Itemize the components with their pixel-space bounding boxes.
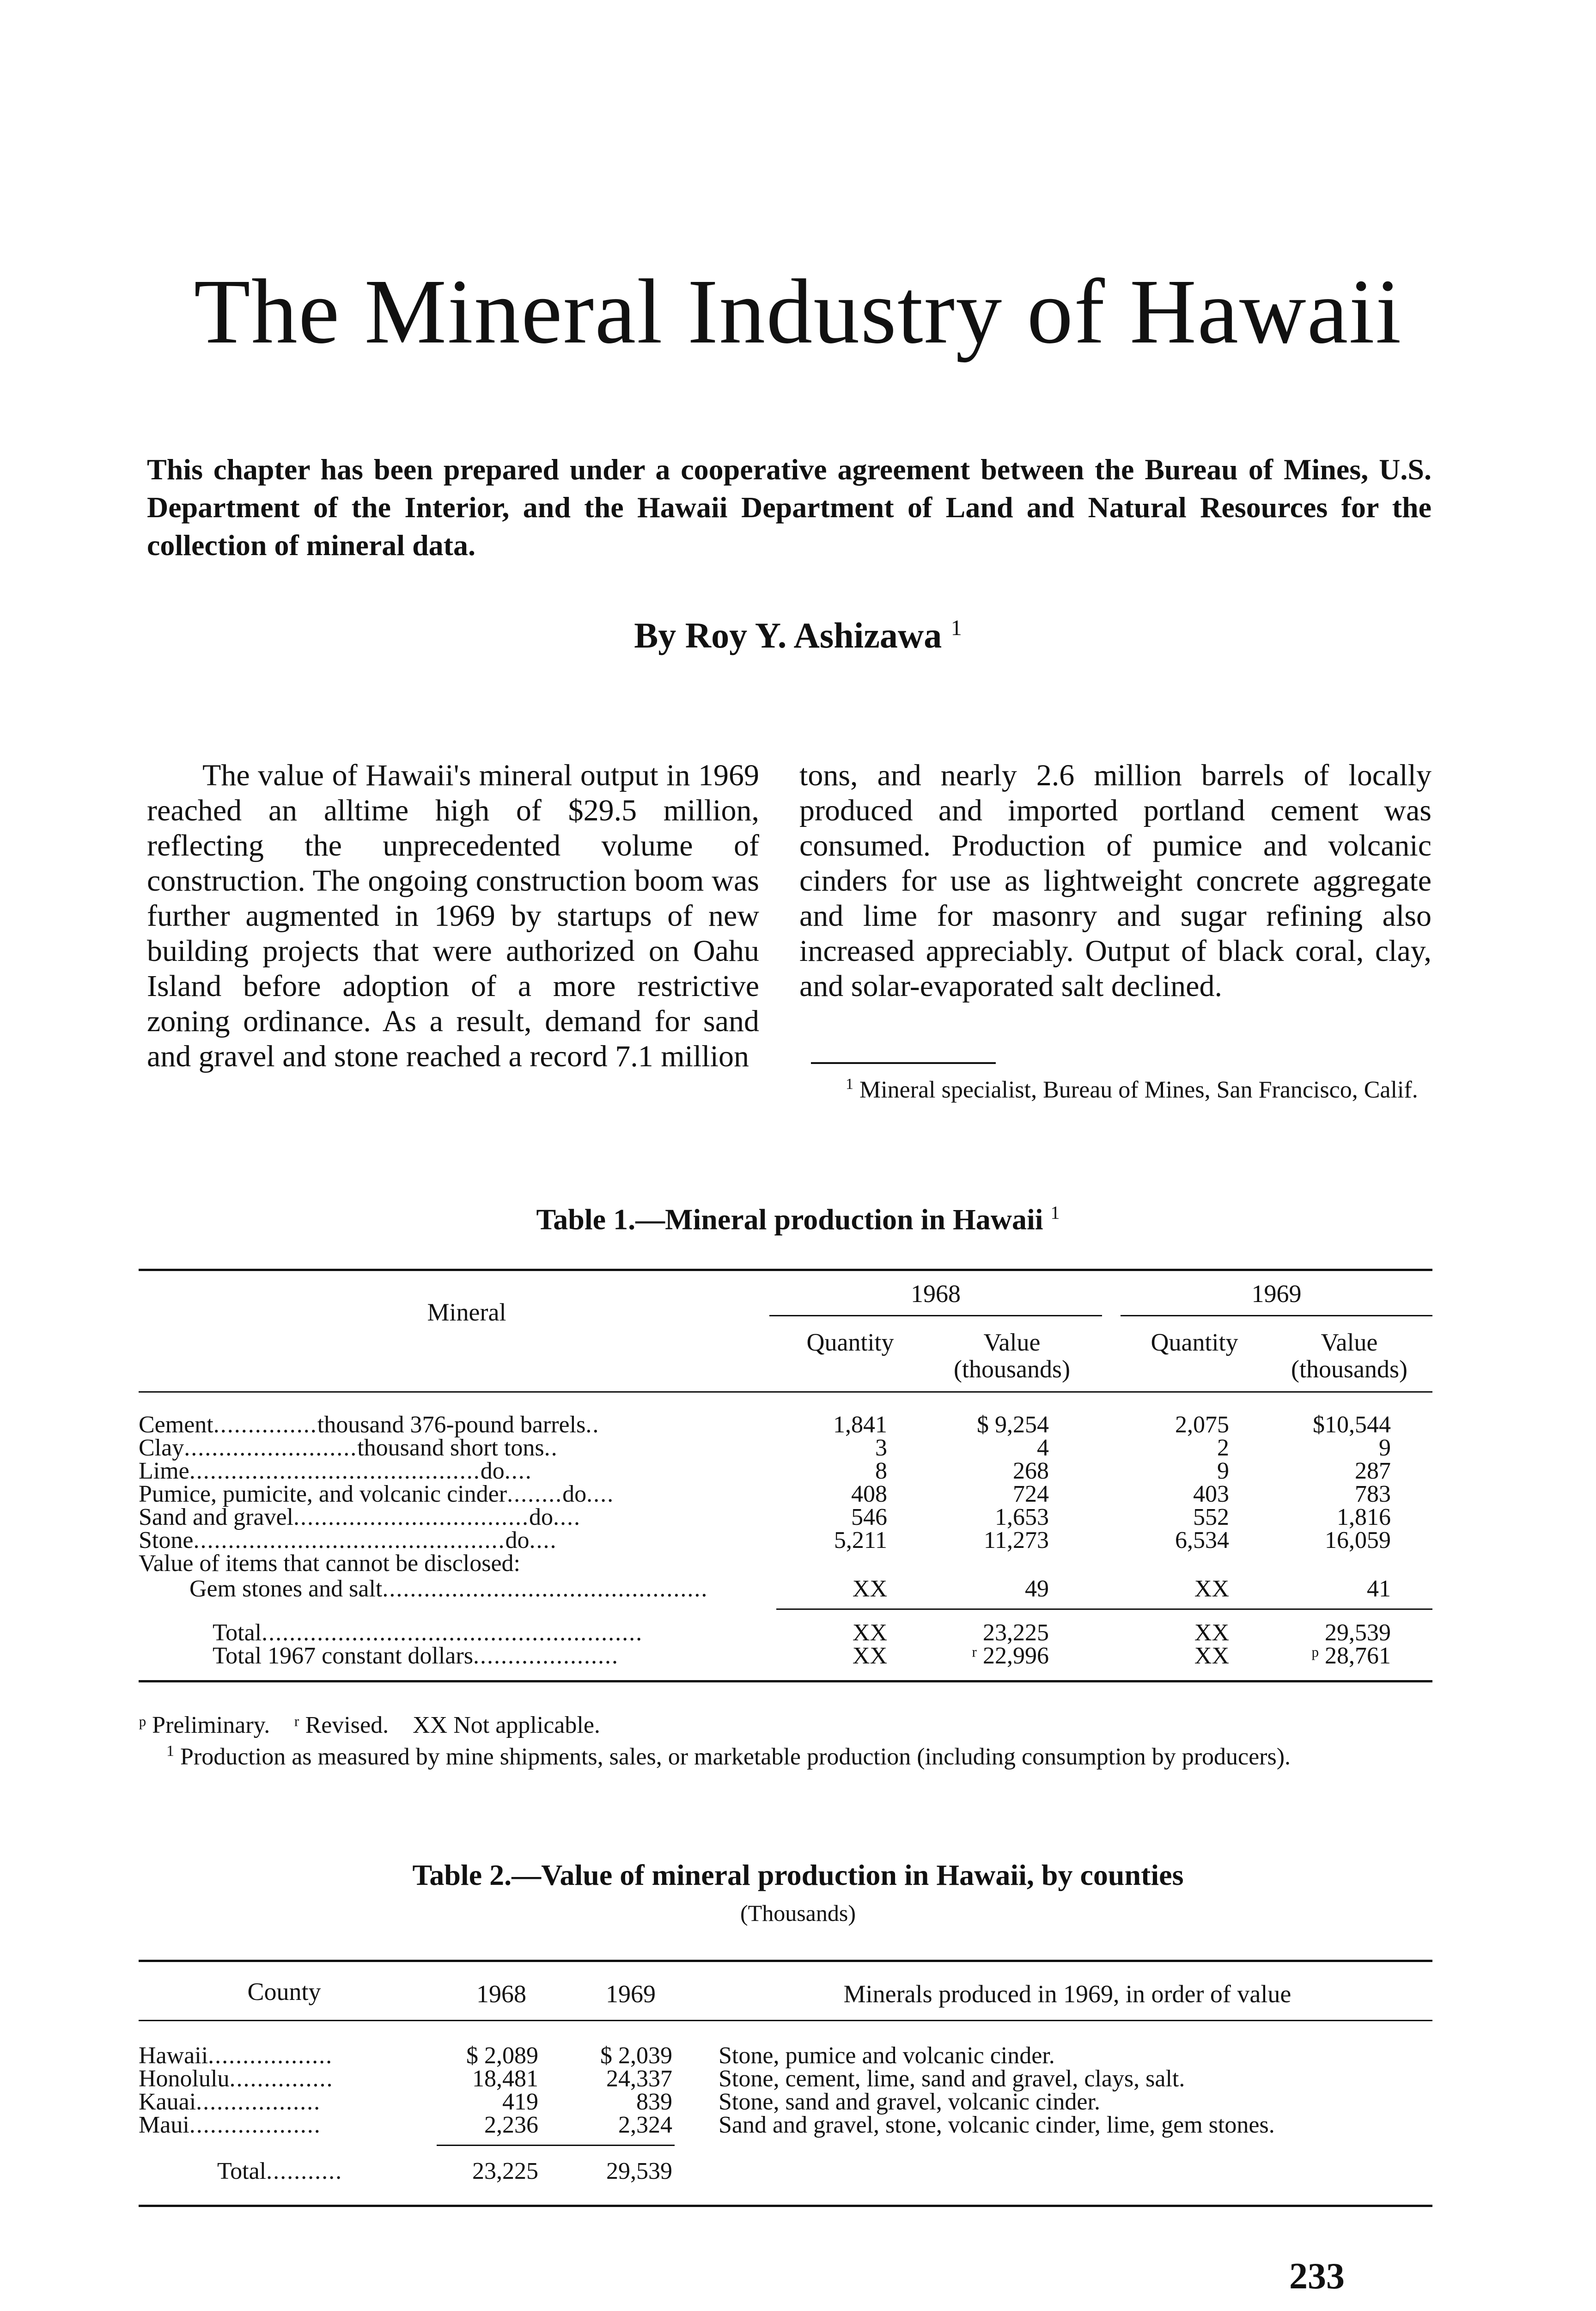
county-name: Total bbox=[217, 2158, 267, 2184]
cell-q68: XX bbox=[852, 1620, 887, 1646]
county-name: Kauai bbox=[139, 2089, 196, 2115]
author-name: By Roy Y. Ashizawa bbox=[634, 615, 942, 655]
table2-total-rule bbox=[437, 2145, 675, 2146]
cell-q69: 6,534 bbox=[1175, 1527, 1229, 1553]
table1-legend: ᵖ Preliminary. ʳ Revised. XX Not applicable. bbox=[139, 1712, 600, 1738]
cell-v69: 1,816 bbox=[1337, 1504, 1391, 1530]
table2-top-rule bbox=[139, 1960, 1432, 1962]
table1-header-quantity-1969: Quantity bbox=[1151, 1328, 1238, 1356]
table2-header-minerals: Minerals produced in 1969, in order of value bbox=[843, 1980, 1291, 2008]
cell-q68: 8 bbox=[875, 1458, 887, 1484]
cell-v68: 18,481 bbox=[472, 2066, 538, 2092]
cell-v69: 2,324 bbox=[618, 2112, 672, 2138]
cell-q68: 408 bbox=[851, 1481, 887, 1507]
table-row: Total....................................................... XX 23,225 XX 29,539 bbox=[213, 1620, 1391, 1646]
table1-1968-rule bbox=[769, 1315, 1102, 1316]
author-footnote-mark: 1 bbox=[950, 616, 962, 640]
cell-q69: XX bbox=[1194, 1620, 1229, 1646]
county-name: Honolulu bbox=[139, 2066, 230, 2092]
cell-v69: 783 bbox=[1355, 1481, 1391, 1507]
cell-v69: 24,337 bbox=[606, 2066, 672, 2092]
cell-v68: 1,653 bbox=[995, 1504, 1049, 1530]
table2-header-rule bbox=[139, 2020, 1432, 2021]
cell-minerals: Stone, sand and gravel, volcanic cinder. bbox=[719, 2089, 1100, 2115]
table1-top-rule bbox=[139, 1269, 1432, 1271]
page-number: 233 bbox=[1289, 2256, 1345, 2297]
cell-q68: 1,841 bbox=[833, 1412, 887, 1438]
row-unit: do bbox=[529, 1504, 554, 1530]
table1-notes bbox=[139, 1712, 1432, 1770]
cell-q68: 3 bbox=[875, 1435, 887, 1461]
author-footnote-number: 1 bbox=[846, 1076, 853, 1093]
row-label: Lime bbox=[139, 1458, 189, 1484]
county-name: Maui bbox=[139, 2112, 189, 2138]
cell-v68: 49 bbox=[1025, 1576, 1049, 1602]
table-row: Stone.............................................do.... 5,211 11,273 6,534 16,059 bbox=[139, 1527, 1391, 1553]
row-unit: do bbox=[505, 1528, 530, 1553]
cell-q68: 546 bbox=[851, 1504, 887, 1530]
footnote-rule bbox=[811, 1062, 996, 1064]
table2-header-county: County bbox=[247, 1978, 321, 2005]
table-row: Hawaii.................. $ 2,089 $ 2,039 Stone, pumice and volcanic cinder. bbox=[139, 2042, 1055, 2069]
cell-q69: 552 bbox=[1193, 1504, 1229, 1530]
table-row: Honolulu............... 18,481 24,337 Stone, cement, lime, sand and gravel, clays, salt. bbox=[139, 2066, 1185, 2092]
intro-note: This chapter has been prepared under a cooperative agreement between the Bureau of Mines, U.S. Department of the Interior, and the Hawaii Department of Land and Natural Resources for the collection of mineral data. bbox=[147, 453, 1432, 562]
cell-minerals: Stone, pumice and volcanic cinder. bbox=[719, 2042, 1055, 2069]
table-row: Gem stones and salt............................................... XX 49 XX 41 bbox=[189, 1576, 1391, 1602]
row-label: Gem stones and salt bbox=[189, 1576, 383, 1602]
table2-subcaption: (Thousands) bbox=[740, 1900, 856, 1926]
cell-q69: 2 bbox=[1217, 1435, 1229, 1461]
cell-v69: 29,539 bbox=[606, 2158, 672, 2184]
table1-header-1969: 1969 bbox=[1251, 1280, 1302, 1308]
cell-q69: 9 bbox=[1217, 1458, 1229, 1484]
cell-v69: 839 bbox=[636, 2089, 672, 2115]
table-row: Pumice, pumicite, and volcanic cinder........do.... 408 724 403 783 bbox=[139, 1481, 1391, 1507]
table1-total-rule bbox=[776, 1608, 1432, 1610]
cell-v69: $ 2,039 bbox=[600, 2042, 672, 2069]
body-text-right: tons, and nearly 2.6 million barrels of locally produced and imported portland cement was consumed. Production of pumice and volcanic cinders for use as lightweight concrete aggregate and lime for masonry and sugar refining also increased appreciably. Output of black coral, clay, and solar-evaporated salt declined. bbox=[799, 758, 1432, 1003]
table1-caption-mark: 1 bbox=[1050, 1202, 1060, 1223]
table1-footnote-mark: 1 bbox=[166, 1742, 174, 1760]
cell-v68: 268 bbox=[1013, 1458, 1049, 1484]
cell-q69: XX bbox=[1194, 1643, 1229, 1669]
row-label: Clay bbox=[139, 1435, 184, 1461]
cell-v68: ʳ 22,996 bbox=[971, 1643, 1049, 1669]
table-row: Kauai.................. 419 839 Stone, sand and gravel, volcanic cinder. bbox=[139, 2089, 1100, 2115]
table-row: Clay.........................thousand short tons.. 3 4 2 9 bbox=[139, 1435, 1391, 1461]
cell-v68: 724 bbox=[1013, 1481, 1049, 1507]
author-footnote bbox=[799, 1071, 1432, 1103]
cell-v69: 16,059 bbox=[1325, 1527, 1391, 1553]
cell-v69: ᵖ 28,761 bbox=[1311, 1643, 1391, 1669]
cell-minerals: Sand and gravel, stone, volcanic cinder, lime, gem stones. bbox=[719, 2112, 1275, 2138]
table-row: Cement...............thousand 376-pound barrels.. 1,841 $ 9,254 2,075 $10,544 bbox=[139, 1412, 1391, 1438]
table1-footnote bbox=[139, 1738, 1432, 1770]
row-label: Stone bbox=[139, 1528, 194, 1553]
table-row: Lime..........................................do.... 8 268 9 287 bbox=[139, 1458, 1391, 1484]
table2-caption: Table 2.—Value of mineral production in Hawaii, by counties bbox=[412, 1859, 1184, 1891]
table1-header-mineral: Mineral bbox=[427, 1298, 506, 1326]
row-label: Cement bbox=[139, 1412, 213, 1438]
row-unit: do bbox=[480, 1458, 505, 1484]
table-row: Total 1967 constant dollars..................... XX ʳ 22,996 XX ᵖ 28,761 bbox=[213, 1643, 1391, 1669]
author-footnote-text: Mineral specialist, Bureau of Mines, San Francisco, Calif. bbox=[859, 1076, 1418, 1103]
table1-header-rule bbox=[139, 1391, 1432, 1393]
cell-q69: 2,075 bbox=[1175, 1412, 1229, 1438]
cell-q68: 5,211 bbox=[834, 1527, 887, 1553]
row-label: Pumice, pumicite, and volcanic cinder bbox=[139, 1481, 507, 1507]
cell-v69: $10,544 bbox=[1313, 1412, 1391, 1438]
cell-v68: 11,273 bbox=[983, 1527, 1049, 1553]
row-unit: thousand 376-pound barrels bbox=[317, 1412, 586, 1438]
cell-v68: $ 2,089 bbox=[466, 2042, 538, 2069]
table1-header-quantity-1968: Quantity bbox=[806, 1328, 894, 1356]
undisclosed-label: Value of items that cannot be disclosed: bbox=[139, 1550, 521, 1577]
cell-v68: 23,225 bbox=[472, 2158, 538, 2184]
body-text-left: The value of Hawaii's mineral output in 1969 reached an alltime high of $29.5 million, reflecting the unprecedented volume of construction. The ongoing construction boom was further augmented in 1969 by startups of new building projects that were authorized on Oahu Island before adoption of a more restrictive zoning ordinance. As a result, demand for sand and gravel and stone reached a record 7.1 million bbox=[147, 758, 759, 1073]
cell-v68: $ 9,254 bbox=[977, 1412, 1049, 1438]
table1-header-1968: 1968 bbox=[911, 1280, 961, 1308]
table1-header-value-1969: Value (thousands) bbox=[1291, 1328, 1407, 1383]
table1-bottom-rule bbox=[139, 1680, 1432, 1682]
table-row bbox=[0, 1551, 1596, 1577]
table2-bottom-rule bbox=[139, 2205, 1432, 2207]
cell-v69: 29,539 bbox=[1325, 1620, 1391, 1646]
cell-v69: 41 bbox=[1367, 1576, 1391, 1602]
table1-1969-rule bbox=[1121, 1315, 1432, 1316]
cell-v68: 419 bbox=[502, 2089, 538, 2115]
table1-header-value-1968: Value (thousands) bbox=[954, 1328, 1070, 1383]
cell-v68: 23,225 bbox=[983, 1620, 1049, 1646]
byline bbox=[139, 615, 1457, 656]
cell-v68: 2,236 bbox=[484, 2112, 538, 2138]
chapter-title: The Mineral Industry of Hawaii bbox=[194, 261, 1402, 363]
table-row: Sand and gravel..................................do.... 546 1,653 552 1,816 bbox=[139, 1504, 1391, 1530]
cell-q69: 403 bbox=[1193, 1481, 1229, 1507]
cell-v69: 9 bbox=[1379, 1435, 1391, 1461]
cell-v69: 287 bbox=[1355, 1458, 1391, 1484]
row-unit: thousand short tons bbox=[357, 1435, 544, 1461]
table1-footnote-text: Production as measured by mine shipments, sales, or marketable production (including consumption by producers). bbox=[180, 1743, 1291, 1770]
cell-q68: XX bbox=[852, 1643, 887, 1669]
cell-v68: 4 bbox=[1037, 1435, 1049, 1461]
row-unit: do bbox=[562, 1481, 587, 1507]
table1-caption-text: Table 1.—Mineral production in Hawaii bbox=[536, 1203, 1043, 1236]
county-name: Hawaii bbox=[139, 2043, 208, 2069]
row-label: Total bbox=[213, 1620, 262, 1646]
row-label: Total 1967 constant dollars bbox=[213, 1643, 473, 1669]
table-row: Total........... 23,225 29,539 bbox=[217, 2158, 672, 2184]
cell-q69: XX bbox=[1194, 1576, 1229, 1602]
cell-minerals: Stone, cement, lime, sand and gravel, clays, salt. bbox=[719, 2066, 1185, 2092]
table1-caption bbox=[139, 1202, 1457, 1236]
cell-q68: XX bbox=[852, 1576, 887, 1602]
table2-header-1969: 1969 bbox=[606, 1980, 656, 2008]
table-row: Maui................... 2,236 2,324 Sand and gravel, stone, volcanic cinder, lime, gem stones. bbox=[139, 2112, 1275, 2138]
table2-header-1968: 1968 bbox=[476, 1980, 526, 2008]
row-label: Sand and gravel bbox=[139, 1504, 294, 1530]
